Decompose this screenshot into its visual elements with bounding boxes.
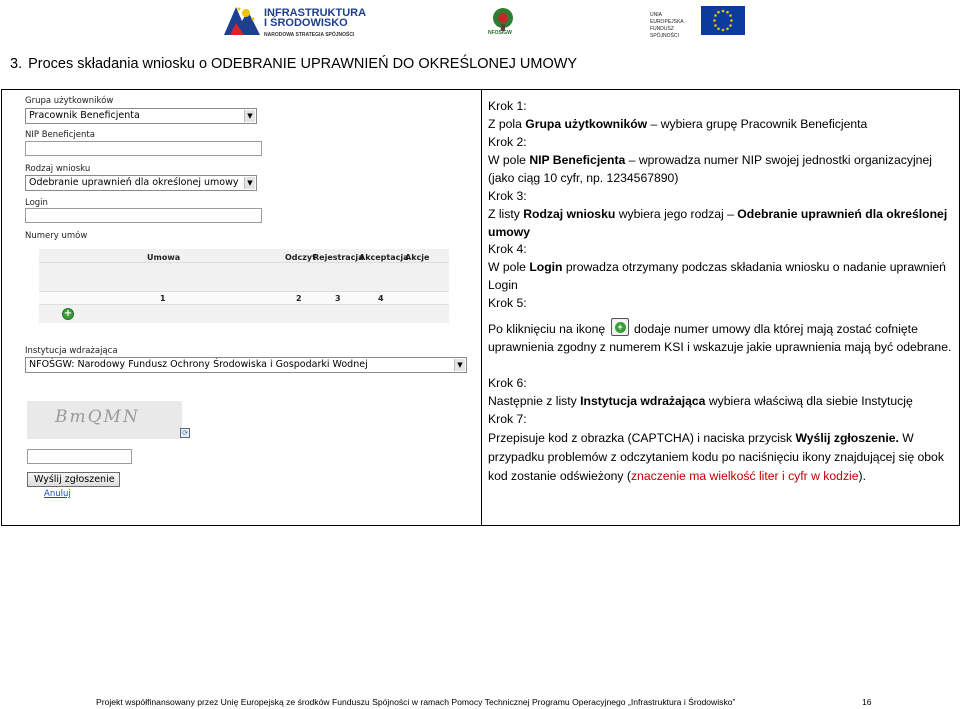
login-label: Login [25, 198, 48, 208]
col-odczyt: Odczyt [285, 253, 316, 262]
step-5-text [488, 318, 958, 356]
cell-umowa: 1 [160, 294, 166, 303]
application-form [19, 91, 473, 516]
login-input[interactable] [25, 208, 262, 223]
footer-text: Projekt współfinansowany przez Unię Europejską ze środków Funduszu Spójności w ramach Pomocy Technicznej Programu Operacyjnego „Infrastruktura i Środowisko” [96, 697, 736, 707]
grupa-select[interactable] [25, 108, 257, 124]
step-7 [488, 410, 958, 486]
rodzaj-select-value: Odebranie uprawnień dla określonej umowy [29, 177, 239, 188]
frame-divider [481, 89, 482, 526]
nfosigw-logo-text: NFOŚiGW [488, 30, 512, 36]
submit-button[interactable]: Wyślij zgłoszenie [27, 472, 120, 487]
rodzaj-select[interactable] [25, 175, 257, 191]
step-6 [488, 374, 958, 410]
chevron-down-icon: ▼ [244, 110, 255, 122]
grupa-select-value: Pracownik Beneficjenta [29, 110, 140, 121]
table-row [39, 291, 449, 305]
step-5-title: Krok 5: [488, 296, 527, 310]
logo-line-3: NARODOWA STRATEGIA SPÓJNOŚCI [264, 32, 355, 38]
nip-label: NIP Beneficjenta [25, 130, 95, 140]
nip-input[interactable] [25, 141, 262, 156]
add-umowa-icon[interactable]: + [63, 308, 73, 319]
infrastruktura-logo-text [264, 8, 366, 40]
step-1-text [488, 115, 958, 133]
step-1 [488, 97, 958, 133]
instytucja-label: Instytucja wdrażająca [25, 346, 118, 356]
step-6-title: Krok 6: [488, 376, 527, 390]
logo-line-1: INFRASTRUKTURA [264, 7, 367, 19]
section-title: Proces składania wniosku o ODEBRANIE UPRAWNIEŃ DO OKREŚLONEJ UMOWY [28, 56, 578, 72]
button-name: Wyślij zgłoszenie. [795, 431, 899, 445]
text: W przypadku problemów z odczytaniem kodu po naciśnięciu ikony znajdującej się obok kod zostanie odświeżony ( [488, 431, 944, 483]
cell-akceptacja: 4 [378, 294, 384, 303]
step-3-text [488, 205, 958, 241]
cell-rejestracja: 3 [335, 294, 341, 303]
text: wybiera jego rodzaj – [615, 207, 738, 221]
grupa-label: Grupa użytkowników [25, 96, 114, 106]
step-5-body [488, 318, 958, 356]
step-3 [488, 187, 958, 241]
step-2-title: Krok 2: [488, 135, 527, 149]
text: Z pola [488, 117, 526, 131]
text: dodaje numer umowy dla której mają zostać cofnięte uprawnienia zgodny z numerem KSI i wskazuje jakie uprawnienia mają być odebrane. [488, 322, 952, 354]
col-umowa: Umowa [147, 253, 181, 262]
step-4-text [488, 258, 958, 294]
step-6-text [488, 392, 958, 410]
col-rejestracja: Rejestracja [313, 253, 364, 262]
field-name: Login [529, 260, 563, 274]
step-3-title: Krok 3: [488, 189, 527, 203]
warning-text: znaczenie ma wielkość liter i cyfr w kodzie [630, 469, 859, 483]
page-title [10, 56, 577, 72]
text: wybiera właściwą dla siebie Instytucję [705, 394, 913, 408]
step-7-title: Krok 7: [488, 412, 527, 426]
chevron-down-icon: ▼ [244, 177, 255, 189]
col-akceptacja: Akceptacja [359, 253, 409, 262]
text: prowadza otrzymany podczas składania wniosku o nadanie uprawnień Login [488, 260, 946, 292]
eu-flag-icon [701, 6, 745, 35]
field-name: Instytucja wdrażająca [580, 394, 706, 408]
step-2 [488, 133, 958, 187]
captcha-image [27, 401, 182, 439]
text: W pole [488, 260, 530, 274]
refresh-captcha-icon[interactable]: ⟳ [180, 428, 190, 438]
text: Następnie z listy [488, 394, 581, 408]
text: Przepisuje kod z obrazka (CAPTCHA) i naciska przycisk [488, 431, 796, 445]
text: Z listy [488, 207, 524, 221]
captcha-text: BmQMN [55, 407, 140, 427]
text: – wprowadza numer NIP swojej jednostki organizacyjnej (jako ciąg 10 cyfr, np. 1234567890) [488, 153, 932, 185]
step-7-text [488, 429, 958, 486]
captcha-input[interactable] [27, 449, 132, 464]
col-akcje: Akcje [405, 253, 430, 262]
fundusze-europejskie-logo [222, 3, 262, 37]
text: ). [858, 469, 866, 483]
cell-odczyt: 2 [296, 294, 302, 303]
umowy-label: Numery umów [25, 231, 88, 241]
chevron-down-icon: ▼ [454, 359, 465, 371]
text: – wybiera grupę Pracownik Beneficjenta [647, 117, 868, 131]
field-name: NIP Beneficjenta [529, 153, 626, 167]
step-4-title: Krok 4: [488, 242, 527, 256]
step-2-text [488, 151, 958, 187]
ue-logo-text: UNIA EUROPEJSKA FUNDUSZ SPÓJNOŚCI [650, 12, 684, 39]
instytucja-select-value: NFOŚGW: Narodowy Fundusz Ochrony Środowiska i Gospodarki Wodnej [29, 359, 368, 370]
page-number: 16 [862, 697, 872, 707]
step-4 [488, 240, 958, 294]
add-icon: + [611, 318, 629, 336]
logo-line-2: I ŚRODOWISKO [264, 17, 348, 29]
instytucja-select[interactable] [25, 357, 467, 373]
rodzaj-label: Rodzaj wniosku [25, 164, 91, 174]
step-5 [488, 294, 958, 312]
field-name: Grupa użytkowników [525, 117, 648, 131]
field-value: Odebranie uprawnień dla określonej umowy [488, 207, 948, 239]
field-name: Rodzaj wniosku [523, 207, 616, 221]
step-1-title: Krok 1: [488, 99, 527, 113]
section-number: 3. [10, 56, 23, 72]
text: W pole [488, 153, 530, 167]
cancel-link[interactable]: Anuluj [44, 489, 71, 499]
text: Po kliknięciu na ikonę [488, 322, 606, 336]
